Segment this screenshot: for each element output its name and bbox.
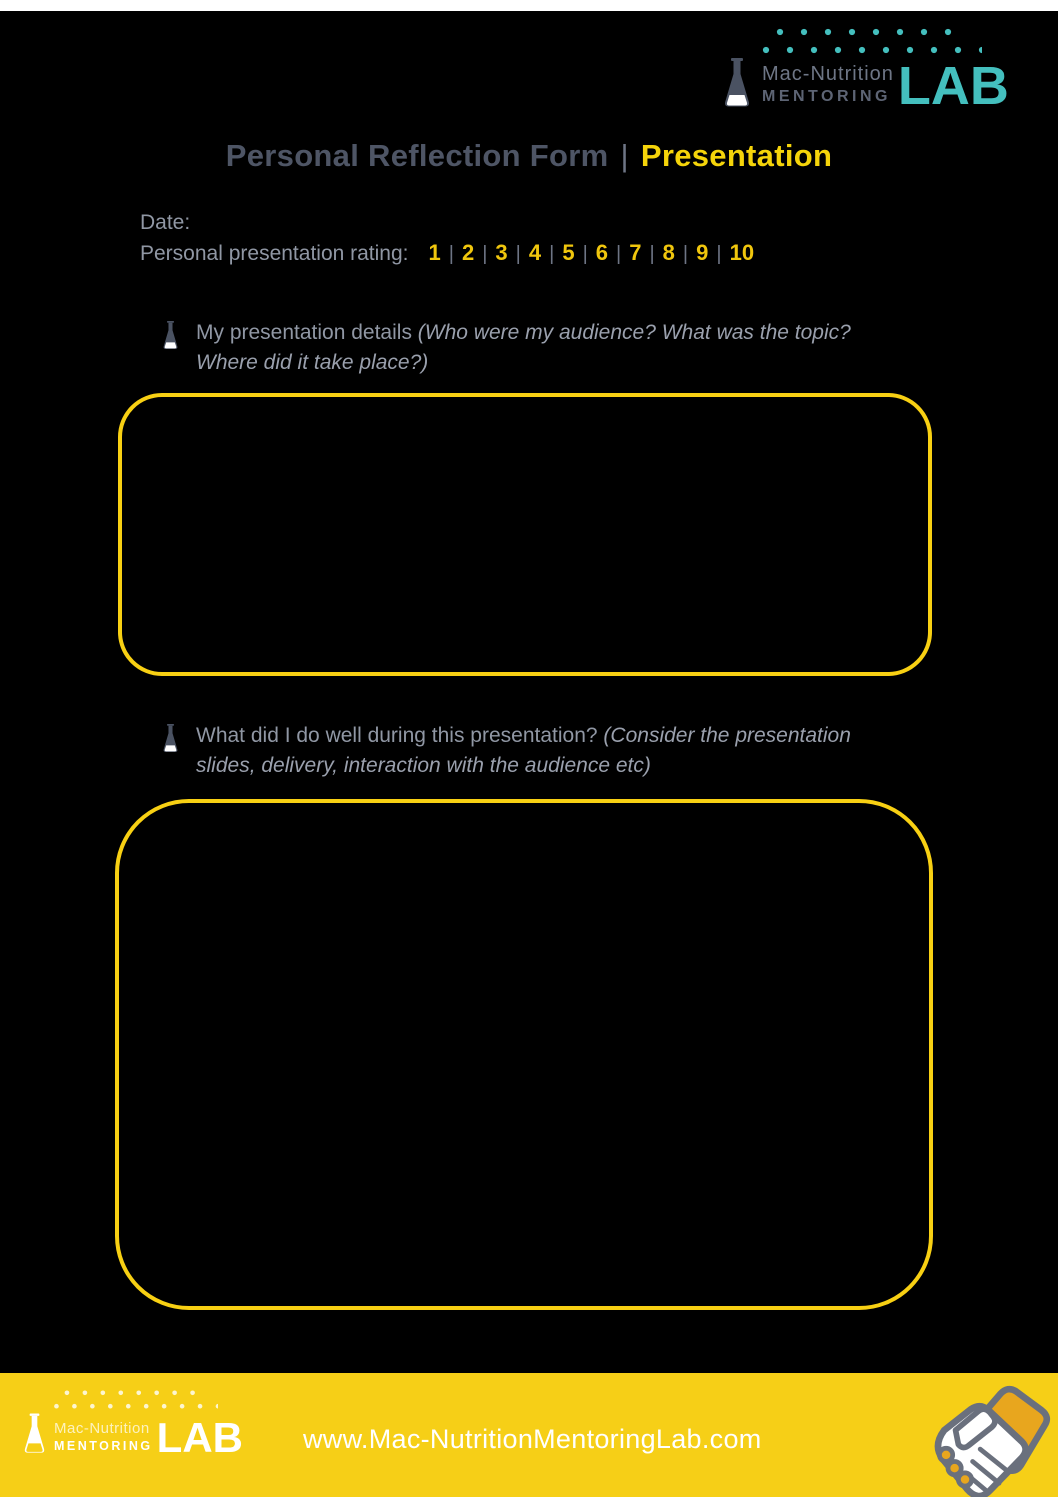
bubbles-icon: [752, 26, 982, 56]
rating-line: [140, 240, 762, 266]
rating-separator: |: [482, 243, 488, 265]
rating-separator: |: [649, 243, 655, 265]
rating-scale: [421, 240, 763, 266]
question-text: [196, 318, 911, 379]
bubbles-icon: [46, 1388, 218, 1411]
rating-value-9: 9: [696, 240, 709, 265]
page-title: [0, 138, 1058, 174]
question-text: [196, 721, 911, 782]
question-main: What did I do well during this presentation?: [196, 724, 598, 747]
brand-subname: MENTORING: [762, 88, 891, 105]
question-presentation-details: [163, 318, 911, 379]
rating-separator: |: [549, 243, 555, 265]
question-hint: (Who were my audience? What was the topic? Where did it take place?): [196, 321, 851, 375]
rating-separator: |: [448, 243, 454, 265]
brand-subname: MENTORING: [54, 1439, 153, 1453]
rating-value-8: 8: [662, 240, 675, 265]
footer-url[interactable]: www.Mac-NutritionMentoringLab.com: [303, 1424, 762, 1454]
flask-bullet-icon: [163, 724, 178, 754]
title-main: Personal Reflection Form: [225, 138, 609, 173]
rating-value-2: 2: [461, 240, 475, 265]
rating-separator: |: [716, 243, 722, 265]
question-hint: (Consider the presentation slides, delivery, interaction with the audience etc): [196, 724, 851, 778]
rating-value-6: 6: [595, 240, 609, 265]
rating-value-3: 3: [495, 240, 508, 265]
answer-box-presentation-details[interactable]: [118, 393, 932, 676]
rating-value-1: 1: [428, 240, 441, 265]
handshake-icon: [912, 1381, 1054, 1497]
rating-value-5: 5: [562, 240, 575, 265]
rating-value-10: 10: [729, 240, 755, 265]
brand-lab: LAB: [897, 56, 1009, 117]
brand-logo-header: [724, 26, 1036, 117]
title-accent: Presentation: [640, 138, 833, 173]
rating-value-4: 4: [528, 240, 542, 265]
brand-logo-footer: [24, 1388, 284, 1462]
rating-separator: |: [616, 243, 622, 265]
flask-bullet-icon: [163, 321, 178, 351]
question-what-went-well: [163, 721, 911, 782]
flask-icon: [24, 1413, 45, 1456]
answer-box-what-went-well[interactable]: [115, 799, 933, 1310]
title-separator: |: [620, 138, 629, 173]
rating-label: Personal presentation rating:: [140, 242, 409, 265]
top-white-strip: [0, 0, 1058, 11]
question-main: My presentation details: [196, 321, 412, 344]
date-label: Date:: [140, 211, 191, 234]
rating-value-7: 7: [629, 240, 642, 265]
rating-separator: |: [515, 243, 521, 265]
brand-name: Mac-Nutrition: [762, 63, 894, 85]
flask-icon: [724, 58, 750, 110]
brand-name: Mac-Nutrition: [54, 1420, 150, 1437]
brand-lab: LAB: [156, 1414, 243, 1462]
rating-separator: |: [682, 243, 689, 265]
rating-separator: |: [582, 243, 588, 265]
